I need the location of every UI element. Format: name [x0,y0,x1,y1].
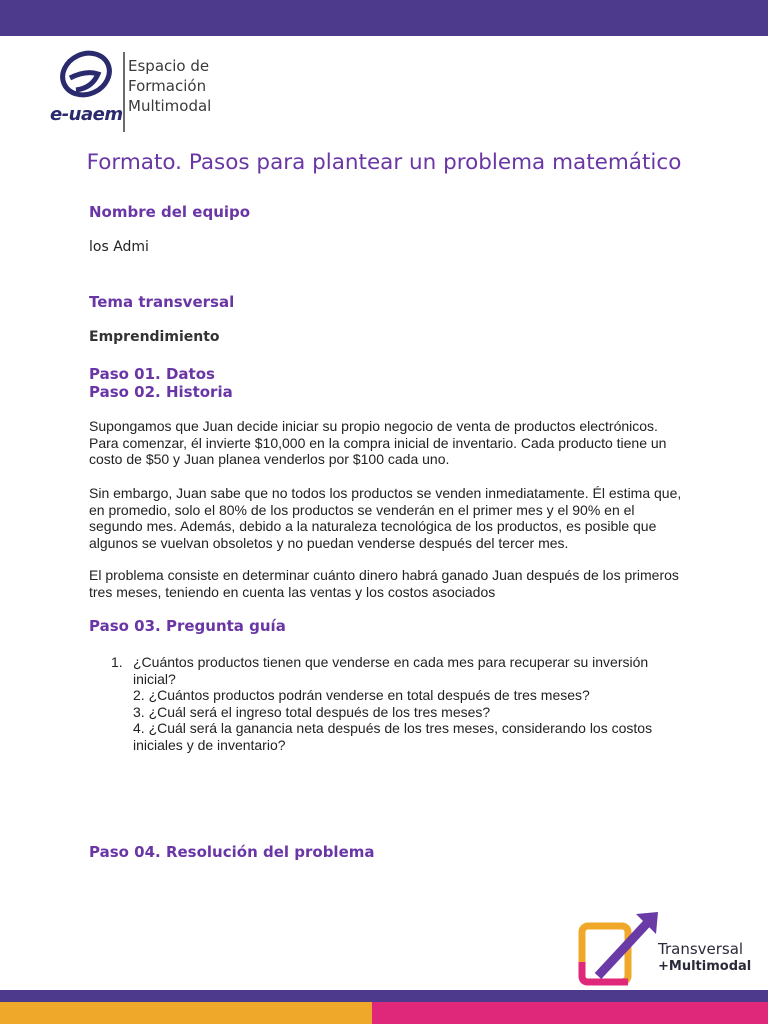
team-value: los Admi [89,239,149,255]
step4-heading: Paso 04. Resolución del problema [89,843,375,861]
question-line: 4. ¿Cuál será la ganancia neta después de los tres meses, considerando los costos [133,720,653,736]
step3-heading: Paso 03. Pregunta guía [89,617,286,635]
paragraph-line: algunos se vuelvan obsoletos y no puedan venderse después del tercer mes. [89,534,569,551]
step2-heading: Paso 02. Historia [89,383,233,401]
bottom-pink-bar [372,1002,768,1024]
paragraph-line: Para comenzar, él invierte $10,000 en la compra inicial de inventario. Cada producto tiene un [89,434,667,451]
list-item [89,704,689,721]
logo-wordmark: e-uaem [50,104,123,125]
brand-text [658,940,751,976]
step1-heading: Paso 01. Datos [89,365,215,383]
theme-heading: Tema transversal [89,293,235,311]
logo-text [128,56,211,116]
bottom-orange-bar [0,1002,372,1024]
question-line: iniciales y de inventario? [133,736,286,753]
list-item [89,737,689,754]
team-heading: Nombre del equipo [89,203,251,221]
logo-line-2: Formación [128,77,207,95]
logo-line-1: Espacio de [128,57,210,75]
list-item [89,687,689,704]
paragraph-line: El problema consiste en determinar cuánto dinero habrá ganado Juan después de los primeros [89,567,679,583]
paragraph-line: tres meses, teniendo en cuenta las ventas y los costos asociados [89,583,496,600]
list-item [89,720,689,737]
paragraph-line: costo de $50 y Juan planea venderlos por $100 cada uno. [89,451,450,467]
list-item [89,654,689,671]
story-paragraph-1 [89,418,689,468]
list-item [89,671,689,688]
question-line: ¿Cuántos productos tienen que venderse en cada mes para recuperar su inversión [133,654,649,670]
brand-line-1: Transversal [658,940,744,958]
brand-line-2: +Multimodal [658,959,752,974]
list-number: 1. [111,654,123,670]
paragraph-line: Sin embargo, Juan sabe que no todos los productos se venden inmediatamente. Él estima que, [89,485,682,501]
logo-line-3: Multimodal [128,97,212,115]
paragraph-line: segundo mes. Además, debido a la naturaleza tecnológica de los productos, es posible que [89,518,657,534]
question-list [89,654,689,753]
top-bar [0,0,768,36]
document-title: Formato. Pasos para plantear un problema matemático [86,150,682,175]
bottom-purple-bar [0,990,768,1002]
paragraph-line: en promedio, solo el 80% de los productos se venderán en el primer mes y el 90% en el [89,501,635,518]
question-line: 2. ¿Cuántos productos podrán venderse en total después de tres meses? [133,687,590,703]
theme-value: Emprendimiento [89,329,220,345]
question-line: inicial? [133,670,176,687]
question-line: 3. ¿Cuál será el ingreso total después de los tres meses? [133,703,491,720]
story-paragraph-3 [89,567,689,600]
paragraph-line: Supongamos que Juan decide iniciar su propio negocio de venta de productos electrónicos. [89,418,658,434]
story-paragraph-2 [89,485,689,551]
